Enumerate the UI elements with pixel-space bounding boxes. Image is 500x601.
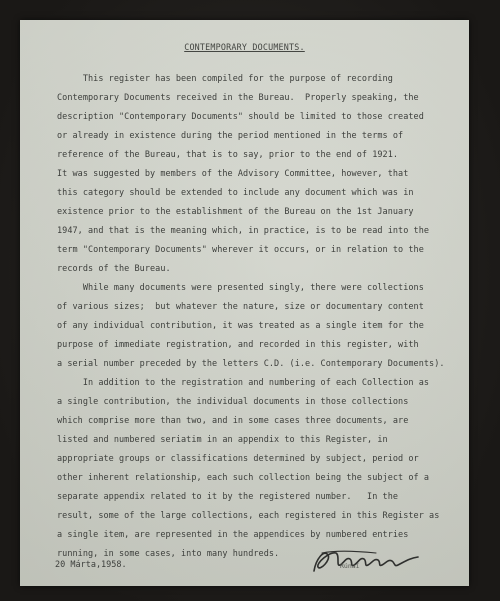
body-line: a single item, are represented in the appendices by numbered entries xyxy=(57,530,409,540)
body-line: 1947, and that is the meaning which, in practice, is to be read into the xyxy=(57,226,430,236)
body-line: separate appendix related to it by the registered number. In the xyxy=(57,492,399,502)
body-line: listed and numbered seriatim in an appendix to this Register, in xyxy=(57,435,388,445)
body-line: While many documents were presented singly, there were collections xyxy=(57,283,424,293)
body-line: a serial number preceded by the letters C.D. (i.e. Contemporary Documents). xyxy=(57,359,445,369)
body-line: description "Contemporary Documents" should be limited to those created xyxy=(57,112,424,122)
signature-caption: Rúnaí xyxy=(340,562,360,570)
body-line: purpose of immediate registration, and recorded in this register, with xyxy=(57,340,419,350)
body-line: term "Contemporary Documents" wherever it occurs, or in relation to the xyxy=(57,245,424,255)
document-heading: CONTEMPORARY DOCUMENTS. xyxy=(184,42,305,52)
document-date: 20 Márta,1958. xyxy=(55,560,127,570)
body-line: running, in some cases, into many hundreds. xyxy=(57,549,280,559)
body-line: result, some of the large collections, each registered in this Register as xyxy=(57,511,440,521)
body-line: a single contribution, the individual documents in those collections xyxy=(57,397,409,407)
body-line: Contemporary Documents received in the Bureau. Properly speaking, the xyxy=(57,93,419,103)
document-page xyxy=(20,20,469,586)
body-line: other inherent relationship, each such collection being the subject of a xyxy=(57,473,430,483)
body-line: or already in existence during the period mentioned in the terms of xyxy=(57,131,404,141)
body-line: records of the Bureau. xyxy=(57,264,171,274)
body-line: It was suggested by members of the Advisory Committee, however, that xyxy=(57,169,409,179)
document-body xyxy=(57,70,471,564)
body-line: this category should be extended to include any document which was in xyxy=(57,188,414,198)
body-line: of various sizes; but whatever the nature, size or documentary content xyxy=(57,302,424,312)
signature xyxy=(306,541,426,581)
body-line: This register has been compiled for the purpose of recording xyxy=(57,74,393,84)
body-line: appropriate groups or classifications determined by subject, period or xyxy=(57,454,419,464)
body-line: reference of the Bureau, that is to say, prior to the end of 1921. xyxy=(57,150,399,160)
body-line: of any individual contribution, it was treated as a single item for the xyxy=(57,321,424,331)
body-line: existence prior to the establishment of the Bureau on the 1st January xyxy=(57,207,414,217)
body-line: which comprise more than two, and in some cases three documents, are xyxy=(57,416,409,426)
body-line: In addition to the registration and numbering of each Collection as xyxy=(57,378,430,388)
